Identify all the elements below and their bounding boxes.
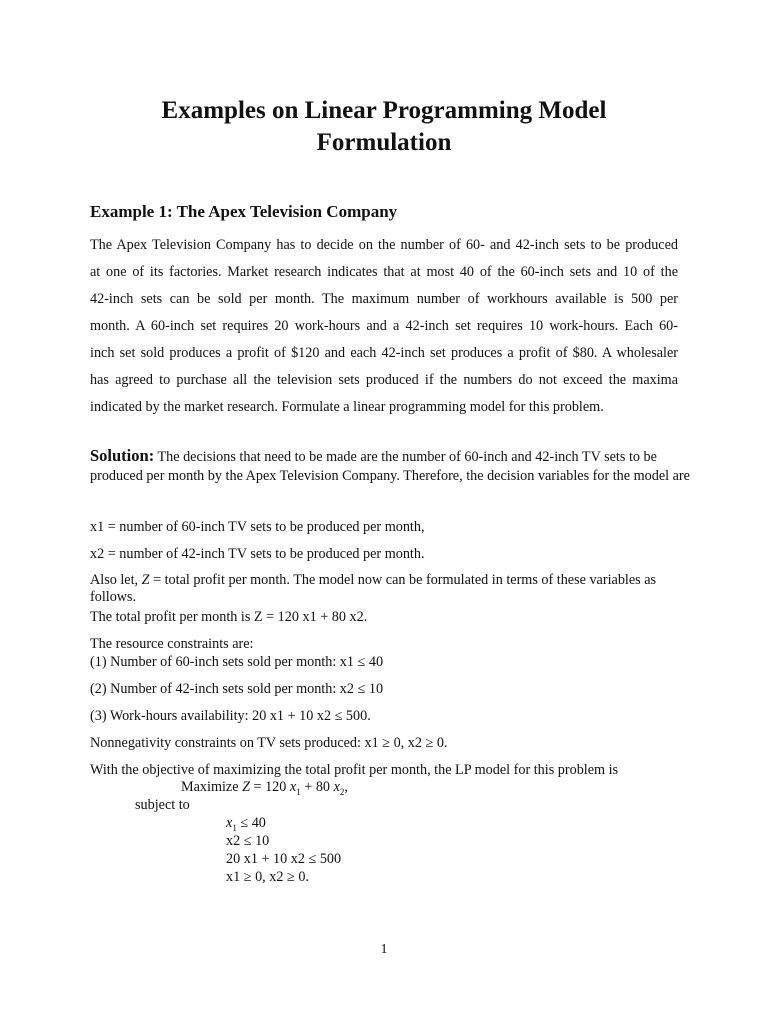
problem-line: month. A 60-inch set requires 20 work-hours and a 42-inch set requires 10 work-hours. Each 60- bbox=[90, 318, 678, 334]
objective-end: , bbox=[344, 779, 348, 795]
model-constraint-1-x: x bbox=[226, 815, 233, 831]
model-constraint-3: 20 x1 + 10 x2 ≤ 500 bbox=[226, 851, 342, 867]
maximize-label: Maximize bbox=[181, 779, 243, 795]
total-profit-equation: The total profit per month is Z = 120 x1 + 80 x2. bbox=[90, 609, 368, 625]
constraint-3: (3) Work-hours availability: 20 x1 + 10 x2 ≤ 500. bbox=[90, 708, 371, 724]
objective-x1-subscript: 1 bbox=[296, 786, 301, 797]
resource-constraints-heading: The resource constraints are: bbox=[90, 636, 254, 652]
solution-label: Solution: bbox=[90, 446, 155, 465]
objective-z: Z bbox=[242, 779, 250, 795]
objective-variable-z: Z bbox=[141, 572, 150, 588]
decision-variable-x2: x2 = number of 42-inch TV sets to be produced per month. bbox=[90, 546, 425, 562]
page-number: 1 bbox=[380, 942, 388, 957]
document-title-line-1: Examples on Linear Programming Model bbox=[161, 97, 607, 124]
objective-x2: x bbox=[333, 779, 340, 795]
solution-text: The decisions that need to be made are the number of 60-inch and 42-inch TV sets to be produced per month by the Apex Television Company. Therefore, the decision variables for the model are bbox=[90, 449, 690, 484]
constraint-2: (2) Number of 42-inch sets sold per month: x2 ≤ 10 bbox=[90, 681, 384, 697]
problem-line: 42-inch sets can be sold per month. The maximum number of workhours available is 500 per bbox=[90, 291, 678, 307]
nonnegativity-constraints: Nonnegativity constraints on TV sets produced: x1 ≥ 0, x2 ≥ 0. bbox=[90, 735, 448, 751]
solution-paragraph bbox=[90, 447, 690, 485]
lp-model-intro: With the objective of maximizing the total profit per month, the LP model for this problem is bbox=[90, 762, 619, 778]
objective-definition-suffix: = total profit per month. The model now can be formulated in terms of these variables as follows. bbox=[90, 572, 657, 605]
constraint-1: (1) Number of 60-inch sets sold per month: x1 ≤ 40 bbox=[90, 654, 384, 670]
document-title-line-2: Formulation bbox=[316, 129, 452, 156]
objective-x1: x bbox=[289, 779, 297, 795]
model-constraint-4: x1 ≥ 0, x2 ≥ 0. bbox=[226, 869, 309, 885]
example-heading: Example 1: The Apex Television Company bbox=[90, 202, 398, 221]
lp-objective bbox=[181, 778, 348, 801]
objective-coef-2: + 80 bbox=[300, 779, 334, 795]
problem-line: has agreed to purchase all the television sets produced if the numbers do not exceed the maxima bbox=[90, 372, 678, 388]
problem-line: at one of its factories. Market research indicates that at most 40 of the 60-inch sets and 10 of the bbox=[90, 264, 678, 280]
model-constraint-1-rest: ≤ 40 bbox=[236, 815, 266, 831]
objective-definition bbox=[90, 572, 690, 606]
model-constraint-2: x2 ≤ 10 bbox=[226, 833, 270, 849]
problem-line: inch set sold produces a profit of $120 and each 42-inch set produces a profit of $80. A wholesaler bbox=[90, 345, 678, 361]
model-constraint-1-subscript: 1 bbox=[232, 822, 237, 833]
problem-line: The Apex Television Company has to decide on the number of 60- and 42-inch sets to be produced bbox=[90, 237, 678, 253]
problem-statement bbox=[90, 232, 678, 421]
problem-line: indicated by the market research. Formulate a linear programming model for this problem. bbox=[90, 399, 604, 415]
subject-to-label: subject to bbox=[135, 797, 190, 813]
objective-x2-subscript: 2 bbox=[339, 786, 345, 797]
decision-variable-x1: x1 = number of 60-inch TV sets to be produced per month, bbox=[90, 519, 425, 535]
objective-coef-1: = 120 bbox=[249, 779, 290, 795]
objective-definition-prefix: Also let, bbox=[90, 572, 142, 588]
